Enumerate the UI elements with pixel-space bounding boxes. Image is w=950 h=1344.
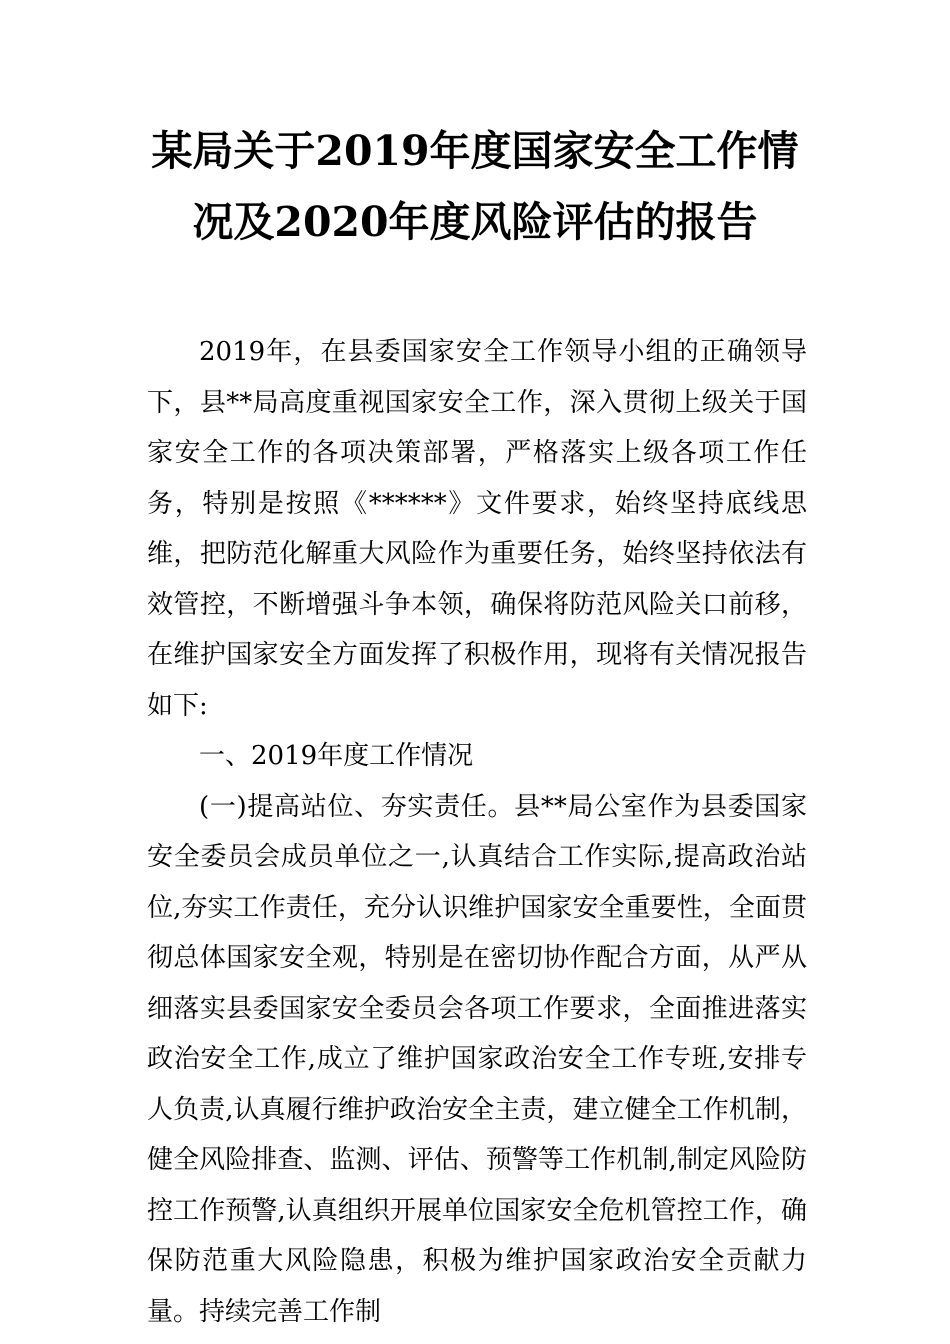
paragraph-intro: 2019年，在县委国家安全工作领导小组的正确领导下，县**局高度重视国家安全工作，深入贯彻上级关于国家安全工作的各项决策部署，严格落实上级各项工作任务，特别是按照《******》文件要求，始终坚持底线思维，把防范化解重大风险作为重要任务，始终坚持依法有效管控，不断增强斗争本领，确保将防范风险关口前移，在维护国家安全方面发挥了积极作用，现将有关情况报告如下:	[147, 337, 807, 721]
document-title-line-2: 况及2020年度风险评估的报告	[192, 198, 758, 246]
document-body	[147, 327, 807, 1337]
section-heading-1: 一、2019年度工作情况	[199, 741, 474, 771]
document-title-line-1: 某局关于2019年度国家安全工作情	[151, 127, 799, 175]
paragraph-section-1-1: (一)提高站位、夯实责任。县**局公室作为县委国家安全委员会成员单位之一,认真结合工作实际,提高政治站位,夯实工作责任，充分认识维护国家安全重要性，全面贯彻总体国家安全观，特别是在密切协作配合方面，从严从细落实县委国家安全委员会各项工作要求，全面推进落实政治安全工作,成立了维护国家政治安全工作专班,安排专人负责,认真履行维护政治安全主责，建立健全工作机制，健全风险排查、监测、评估、预警等工作机制,制定风险防控工作预警,认真组织开展单位国家安全危机管控工作，确保防范重大风险隐患，积极为维护国家政治安全贡献力量。持续完善工作制	[147, 791, 807, 1327]
